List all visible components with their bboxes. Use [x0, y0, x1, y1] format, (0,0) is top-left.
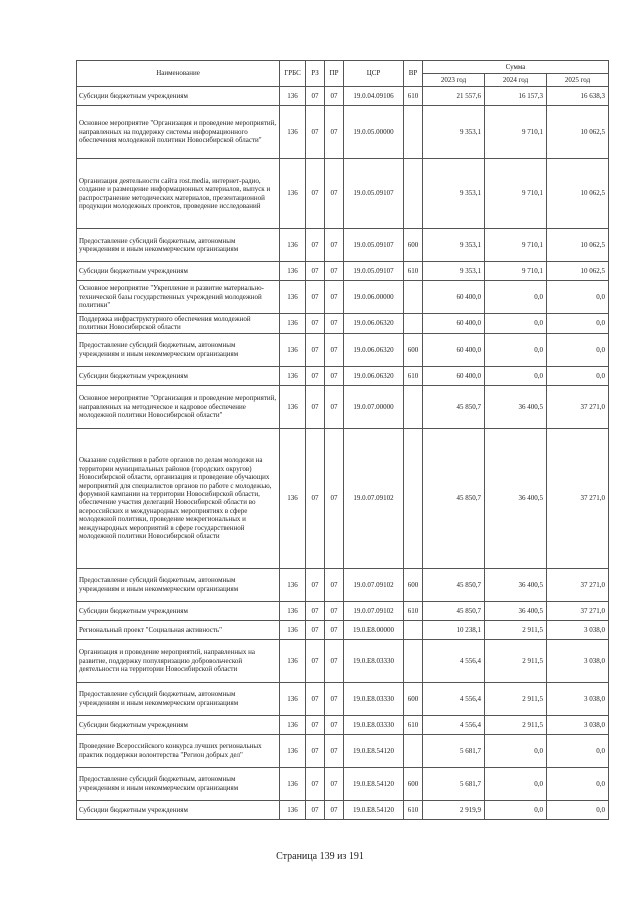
cell-pr: 07: [325, 800, 344, 819]
cell-y2023: 60 400,0: [423, 281, 485, 314]
cell-y2024: 2 911,5: [485, 715, 547, 734]
cell-pr: 07: [325, 734, 344, 767]
cell-y2023: 45 850,7: [423, 601, 485, 620]
cell-rz: 07: [306, 106, 325, 159]
cell-vr: 610: [404, 87, 423, 106]
cell-vr: 600: [404, 333, 423, 366]
cell-y2025: 3 038,0: [547, 639, 609, 682]
cell-rz: 07: [306, 159, 325, 229]
table-row: [77, 106, 609, 159]
cell-grbs: 136: [280, 333, 306, 366]
cell-grbs: 136: [280, 682, 306, 715]
cell-grbs: 136: [280, 385, 306, 428]
cell-y2025: 10 062,5: [547, 106, 609, 159]
cell-vr: [404, 314, 423, 334]
cell-pr: 07: [325, 229, 344, 262]
cell-rz: 07: [306, 715, 325, 734]
cell-y2024: 36 400,5: [485, 568, 547, 601]
cell-rz: 07: [306, 314, 325, 334]
cell-y2023: 60 400,0: [423, 366, 485, 385]
cell-vr: [404, 620, 423, 639]
table-row: [77, 87, 609, 106]
cell-y2025: 16 638,3: [547, 87, 609, 106]
table-row: [77, 314, 609, 334]
cell-vr: 610: [404, 366, 423, 385]
cell-grbs: 136: [280, 767, 306, 800]
cell-name: Проведение Всероссийского конкурса лучших региональных практик поддержки волонтерства "Регион добрых дел": [77, 734, 280, 767]
cell-pr: 07: [325, 428, 344, 568]
cell-grbs: 136: [280, 620, 306, 639]
cell-pr: 07: [325, 366, 344, 385]
cell-name: Предоставление субсидий бюджетным, автономным учреждениям и иным некоммерческим организациям: [77, 767, 280, 800]
cell-rz: 07: [306, 639, 325, 682]
cell-pr: 07: [325, 87, 344, 106]
cell-pr: 07: [325, 262, 344, 281]
cell-vr: 610: [404, 601, 423, 620]
cell-y2023: 45 850,7: [423, 385, 485, 428]
cell-y2024: 36 400,5: [485, 601, 547, 620]
cell-vr: 610: [404, 800, 423, 819]
header-rz: РЗ: [306, 61, 325, 87]
cell-name: Оказание содействия в работе органов по делам молодежи на территории муниципальных районов (городских округов) Новосибирской области, организация и проведение обучающих мероприятий для специалистов органов по работе с молодежью, форумной кампании на территории Новосибирской области, обеспечение участия делегаций Новосибирской области во всероссийских и международных мероприятиях в сфере молодежной политики, проведение межрегиональных и международных мероприятий в сфере государственной молодежной политики Новосибирской области: [77, 428, 280, 568]
budget-table: [76, 60, 609, 820]
cell-csr: 19.0.07.00000: [344, 385, 404, 428]
cell-name: Субсидии бюджетным учреждениям: [77, 715, 280, 734]
cell-rz: 07: [306, 601, 325, 620]
cell-rz: 07: [306, 800, 325, 819]
header-csr: ЦСР: [344, 61, 404, 87]
cell-y2024: 9 710,1: [485, 229, 547, 262]
cell-grbs: 136: [280, 428, 306, 568]
table-row: [77, 715, 609, 734]
cell-y2023: 45 850,7: [423, 568, 485, 601]
cell-y2023: 5 681,7: [423, 767, 485, 800]
cell-grbs: 136: [280, 106, 306, 159]
cell-name: Предоставление субсидий бюджетным, автономным учреждениям и иным некоммерческим организациям: [77, 333, 280, 366]
cell-grbs: 136: [280, 314, 306, 334]
cell-rz: 07: [306, 229, 325, 262]
cell-y2023: 45 850,7: [423, 428, 485, 568]
cell-csr: 19.0.E8.54120: [344, 734, 404, 767]
cell-vr: 600: [404, 767, 423, 800]
cell-y2025: 3 038,0: [547, 682, 609, 715]
cell-y2025: 0,0: [547, 281, 609, 314]
cell-y2025: 37 271,0: [547, 385, 609, 428]
cell-pr: 07: [325, 767, 344, 800]
cell-vr: [404, 159, 423, 229]
cell-y2024: 0,0: [485, 366, 547, 385]
cell-pr: 07: [325, 568, 344, 601]
cell-grbs: 136: [280, 601, 306, 620]
cell-grbs: 136: [280, 800, 306, 819]
cell-csr: 19.0.07.09102: [344, 568, 404, 601]
cell-grbs: 136: [280, 229, 306, 262]
cell-vr: 610: [404, 262, 423, 281]
cell-pr: 07: [325, 385, 344, 428]
cell-rz: 07: [306, 366, 325, 385]
cell-y2024: 16 157,3: [485, 87, 547, 106]
table-row: [77, 333, 609, 366]
cell-rz: 07: [306, 262, 325, 281]
cell-y2023: 5 681,7: [423, 734, 485, 767]
cell-csr: 19.0.04.09106: [344, 87, 404, 106]
table-row: [77, 366, 609, 385]
cell-vr: 600: [404, 682, 423, 715]
cell-vr: [404, 639, 423, 682]
cell-csr: 19.0.07.09102: [344, 601, 404, 620]
cell-csr: 19.0.E8.54120: [344, 767, 404, 800]
cell-y2025: 3 038,0: [547, 715, 609, 734]
cell-y2025: 0,0: [547, 767, 609, 800]
cell-csr: 19.0.05.00000: [344, 106, 404, 159]
header-grbs: ГРБС: [280, 61, 306, 87]
cell-y2024: 36 400,5: [485, 428, 547, 568]
cell-pr: 07: [325, 314, 344, 334]
cell-pr: 07: [325, 620, 344, 639]
cell-csr: 19.0.06.06320: [344, 333, 404, 366]
cell-name: Предоставление субсидий бюджетным, автономным учреждениям и иным некоммерческим организациям: [77, 682, 280, 715]
table-row: [77, 767, 609, 800]
cell-csr: 19.0.07.09102: [344, 428, 404, 568]
cell-rz: 07: [306, 682, 325, 715]
cell-vr: [404, 428, 423, 568]
cell-vr: [404, 385, 423, 428]
cell-y2024: 0,0: [485, 734, 547, 767]
cell-name: Региональный проект "Социальная активность": [77, 620, 280, 639]
cell-name: Субсидии бюджетным учреждениям: [77, 800, 280, 819]
cell-name: Субсидии бюджетным учреждениям: [77, 87, 280, 106]
table-row: [77, 428, 609, 568]
cell-name: Субсидии бюджетным учреждениям: [77, 366, 280, 385]
header-2023: 2023 год: [423, 74, 485, 87]
cell-name: Организация деятельности сайта rost.media, интернет-радио, создание и размещение информационных материалов, выпуск и распространение методических материалов, презентационной продукции молодежных проектов, проведение исследований: [77, 159, 280, 229]
cell-y2025: 0,0: [547, 734, 609, 767]
cell-y2023: 2 919,9: [423, 800, 485, 819]
table-row: [77, 281, 609, 314]
header-2025: 2025 год: [547, 74, 609, 87]
budget-table-sheet: [76, 60, 608, 820]
cell-y2023: 4 556,4: [423, 682, 485, 715]
cell-y2024: 9 710,1: [485, 106, 547, 159]
cell-vr: [404, 734, 423, 767]
cell-y2024: 2 911,5: [485, 620, 547, 639]
cell-name: Основное мероприятие "Организация и проведение мероприятий, направленных на поддержку системы информационного обеспечения молодежной политики Новосибирской области": [77, 106, 280, 159]
cell-csr: 19.0.05.09107: [344, 262, 404, 281]
cell-grbs: 136: [280, 734, 306, 767]
table-row: [77, 800, 609, 819]
cell-y2025: 37 271,0: [547, 568, 609, 601]
table-row: [77, 568, 609, 601]
cell-rz: 07: [306, 87, 325, 106]
cell-grbs: 136: [280, 87, 306, 106]
cell-grbs: 136: [280, 715, 306, 734]
cell-y2023: 9 353,1: [423, 159, 485, 229]
cell-vr: [404, 106, 423, 159]
table-row: [77, 229, 609, 262]
cell-vr: [404, 281, 423, 314]
header-sum: Сумма: [423, 61, 609, 74]
table-body: [77, 87, 609, 820]
cell-csr: 19.0.05.09107: [344, 229, 404, 262]
cell-name: Предоставление субсидий бюджетным, автономным учреждениям и иным некоммерческим организациям: [77, 568, 280, 601]
cell-csr: 19.0.E8.03330: [344, 639, 404, 682]
cell-name: Субсидии бюджетным учреждениям: [77, 601, 280, 620]
cell-y2025: 37 271,0: [547, 601, 609, 620]
cell-y2025: 0,0: [547, 800, 609, 819]
cell-vr: 610: [404, 715, 423, 734]
cell-y2024: 2 911,5: [485, 682, 547, 715]
table-row: [77, 601, 609, 620]
page-footer: [0, 851, 640, 862]
cell-y2023: 9 353,1: [423, 229, 485, 262]
cell-csr: 19.0.06.00000: [344, 281, 404, 314]
page-number: Страница 139 из 191: [276, 851, 364, 862]
cell-y2025: 10 062,5: [547, 262, 609, 281]
table-row: [77, 262, 609, 281]
cell-name: Субсидии бюджетным учреждениям: [77, 262, 280, 281]
header-vr: ВР: [404, 61, 423, 87]
cell-pr: 07: [325, 715, 344, 734]
cell-pr: 07: [325, 159, 344, 229]
cell-csr: 19.0.E8.54120: [344, 800, 404, 819]
cell-y2025: 0,0: [547, 314, 609, 334]
cell-y2025: 3 038,0: [547, 620, 609, 639]
header-2024: 2024 год: [485, 74, 547, 87]
cell-y2023: 4 556,4: [423, 639, 485, 682]
cell-grbs: 136: [280, 568, 306, 601]
cell-csr: 19.0.E8.03330: [344, 682, 404, 715]
table-row: [77, 682, 609, 715]
cell-grbs: 136: [280, 262, 306, 281]
cell-pr: 07: [325, 639, 344, 682]
cell-name: Поддержка инфраструктурного обеспечения молодежной политики Новосибирской области: [77, 314, 280, 334]
cell-rz: 07: [306, 428, 325, 568]
cell-y2025: 10 062,5: [547, 229, 609, 262]
cell-grbs: 136: [280, 639, 306, 682]
cell-csr: 19.0.E8.03330: [344, 715, 404, 734]
cell-y2025: 0,0: [547, 366, 609, 385]
cell-y2023: 10 238,1: [423, 620, 485, 639]
cell-y2025: 0,0: [547, 333, 609, 366]
cell-pr: 07: [325, 106, 344, 159]
cell-y2024: 0,0: [485, 800, 547, 819]
table-row: [77, 734, 609, 767]
cell-y2024: 9 710,1: [485, 159, 547, 229]
cell-y2024: 0,0: [485, 281, 547, 314]
cell-y2024: 9 710,1: [485, 262, 547, 281]
table-row: [77, 639, 609, 682]
cell-y2023: 4 556,4: [423, 715, 485, 734]
header-name: Наименование: [77, 61, 280, 87]
cell-pr: 07: [325, 333, 344, 366]
cell-csr: 19.0.06.06320: [344, 366, 404, 385]
cell-rz: 07: [306, 568, 325, 601]
cell-rz: 07: [306, 385, 325, 428]
cell-name: Основное мероприятие "Укрепление и развитие материально-технической базы государственных учреждений молодежной политики": [77, 281, 280, 314]
cell-csr: 19.0.E8.00000: [344, 620, 404, 639]
cell-csr: 19.0.05.09107: [344, 159, 404, 229]
cell-y2024: 0,0: [485, 333, 547, 366]
cell-csr: 19.0.06.06320: [344, 314, 404, 334]
cell-y2024: 0,0: [485, 314, 547, 334]
cell-grbs: 136: [280, 281, 306, 314]
header-pr: ПР: [325, 61, 344, 87]
cell-rz: 07: [306, 281, 325, 314]
cell-y2023: 9 353,1: [423, 262, 485, 281]
cell-pr: 07: [325, 601, 344, 620]
cell-name: Предоставление субсидий бюджетным, автономным учреждениям и иным некоммерческим организациям: [77, 229, 280, 262]
cell-name: Основное мероприятие "Организация и проведение мероприятий, направленных на методическое и кадровое обеспечение молодежной политики Новосибирской области": [77, 385, 280, 428]
cell-y2024: 36 400,5: [485, 385, 547, 428]
cell-y2023: 60 400,0: [423, 333, 485, 366]
cell-name: Организация и проведение мероприятий, направленных на развитие, поддержку популяризацию добровольческой деятельности на территории Новосибирской области: [77, 639, 280, 682]
cell-y2025: 10 062,5: [547, 159, 609, 229]
cell-grbs: 136: [280, 366, 306, 385]
cell-pr: 07: [325, 682, 344, 715]
cell-grbs: 136: [280, 159, 306, 229]
cell-rz: 07: [306, 333, 325, 366]
cell-y2025: 37 271,0: [547, 428, 609, 568]
cell-pr: 07: [325, 281, 344, 314]
cell-y2024: 0,0: [485, 767, 547, 800]
table-row: [77, 620, 609, 639]
cell-y2024: 2 911,5: [485, 639, 547, 682]
table-row: [77, 385, 609, 428]
cell-rz: 07: [306, 620, 325, 639]
table-row: [77, 159, 609, 229]
cell-rz: 07: [306, 734, 325, 767]
cell-y2023: 9 353,1: [423, 106, 485, 159]
cell-rz: 07: [306, 767, 325, 800]
cell-y2023: 21 557,6: [423, 87, 485, 106]
cell-y2023: 60 400,0: [423, 314, 485, 334]
cell-vr: 600: [404, 568, 423, 601]
cell-vr: 600: [404, 229, 423, 262]
